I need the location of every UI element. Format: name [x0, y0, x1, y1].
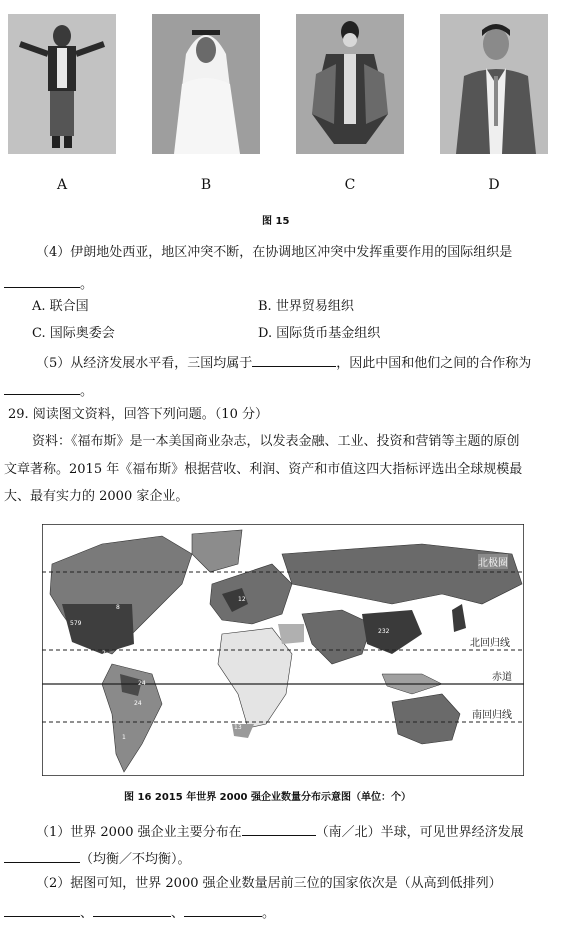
q4-blank[interactable]: [4, 273, 80, 288]
q4-option-c: C. 国际奥委会: [32, 326, 115, 341]
q29-material-line1: 资料：《福布斯》是一本美国商业杂志，以发表金融、工业、投资和营销等主题的原创: [32, 434, 520, 449]
q5-blank1[interactable]: [252, 352, 336, 367]
q29-title: 29. 阅读图文资料，回答下列问题。（10 分）: [8, 407, 268, 422]
sub2-answer-line: [4, 902, 275, 923]
sub1-line: [36, 821, 524, 842]
sub2-line1: （2）据图可知，世界 2000 强企业数量居前三位的国家依次是（从高到低排列）: [36, 876, 502, 891]
map-number-russia: 1: [298, 602, 302, 609]
q4-stem: （4）伊朗地处西亚，地区冲突不断，在协调地区冲突中发挥重要作用的国际组织是: [36, 245, 513, 260]
figure15-label-a: A: [56, 177, 68, 193]
sub2-end: 。: [262, 906, 276, 921]
q29-material-line2: 文章著称。2015 年《福布斯》根据营收、利润、资产和市值这四大指标评选出全球规模最: [4, 462, 523, 477]
sub2-blank2[interactable]: [93, 902, 171, 917]
photo-a: [8, 14, 116, 154]
q4-answer-line: [4, 273, 93, 294]
map-number-south-africa: 13: [234, 724, 242, 731]
figure15-caption: 图 15: [262, 216, 290, 227]
figure15-label-d: D: [488, 177, 500, 193]
label-tropic-of-capricorn: 南回归线: [472, 710, 512, 721]
photo-c: [296, 14, 404, 154]
world-map-graphic: [42, 524, 524, 776]
map-number-mexico: 2: [102, 650, 106, 657]
q5-blank2[interactable]: [4, 380, 80, 395]
q4-option-a: A. 联合国: [32, 299, 89, 314]
sub1-part3: （均衡／不均衡）。: [80, 852, 191, 867]
q5-end: 。: [80, 384, 94, 399]
sub1-blank2[interactable]: [4, 848, 80, 863]
sub2-sep2: 、: [171, 906, 185, 921]
person-kimono-c: [296, 14, 404, 154]
figure15-label-b: B: [200, 177, 212, 193]
person-arab-dress-b: [152, 14, 260, 154]
sub2-blank1[interactable]: [4, 902, 80, 917]
figure15-label-c: C: [344, 177, 356, 193]
q4-option-d: D. 国际货币基金组织: [258, 326, 381, 341]
sub2-sep1: 、: [80, 906, 94, 921]
sub1-answer-line: [4, 848, 191, 869]
person-suit-d: [440, 14, 548, 154]
map-number-usa: 579: [70, 620, 82, 627]
q29-material-line3: 大、最有实力的 2000 家企业。: [4, 489, 189, 504]
person-traditional-dress-a: [8, 14, 116, 154]
map-number-china: 232: [378, 628, 390, 635]
q5-line: [36, 352, 531, 373]
sub1-part1: （1）世界 2000 强企业主要分布在: [36, 825, 242, 840]
label-tropic-of-cancer: 北回归线: [470, 638, 510, 649]
map-number-argentina: 1: [122, 734, 126, 741]
q5-part2: ，因此中国和他们之间的合作称为: [336, 356, 532, 371]
sub1-part2: （南／北）半球，可见世界经济发展: [315, 825, 524, 840]
world-map: [42, 524, 524, 776]
q4-end: 。: [80, 277, 94, 292]
figure16-caption: 图 16 2015 年世界 2000 强企业数量分布示意图（单位：个）: [124, 792, 411, 803]
map-number-canada: 8: [116, 604, 120, 611]
map-number-chile: 24: [138, 680, 146, 687]
map-number-brazil: 24: [134, 700, 142, 707]
q5-answer-line: [4, 380, 93, 401]
photo-d: [440, 14, 548, 154]
q4-option-b: B. 世界贸易组织: [258, 299, 354, 314]
sub2-blank3[interactable]: [184, 902, 262, 917]
photo-b: [152, 14, 260, 154]
sub1-blank1[interactable]: [242, 821, 316, 836]
map-number-europe: 12: [238, 596, 246, 603]
q5-part1: （5）从经济发展水平看，三国均属于: [36, 356, 253, 371]
label-arctic-circle: 北极圈: [478, 554, 508, 569]
label-equator: 赤道: [492, 672, 512, 683]
